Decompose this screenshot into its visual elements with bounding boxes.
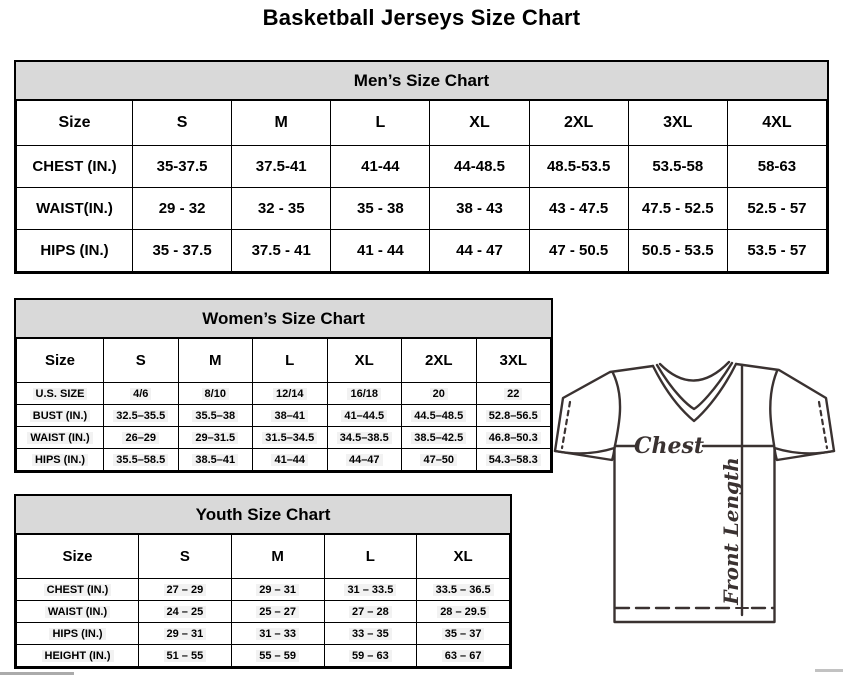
cell-text: XL bbox=[469, 114, 490, 131]
value-cell bbox=[139, 601, 232, 623]
cell-text: 52.5 - 57 bbox=[747, 200, 807, 217]
row-label bbox=[17, 579, 139, 601]
value-cell bbox=[231, 623, 324, 645]
table-row bbox=[17, 449, 551, 471]
cell-text: M bbox=[274, 114, 288, 131]
value-cell bbox=[476, 449, 551, 471]
cell-text: 2XL bbox=[424, 352, 453, 369]
mens-table bbox=[16, 100, 827, 272]
value-cell bbox=[529, 188, 628, 230]
value-cell bbox=[476, 427, 551, 449]
cell-text: S bbox=[135, 352, 146, 369]
value-cell bbox=[232, 146, 331, 188]
cell-text: 35-37.5 bbox=[156, 158, 208, 175]
cell-text: 37.5-41 bbox=[255, 158, 307, 175]
row-label bbox=[17, 146, 133, 188]
column-header-row bbox=[17, 339, 551, 383]
cell-text: 32 - 35 bbox=[257, 200, 305, 217]
value-cell bbox=[178, 449, 253, 471]
cell-text: S bbox=[176, 114, 188, 131]
cell-text: 35 - 38 bbox=[357, 200, 404, 217]
column-header bbox=[727, 101, 826, 146]
column-header bbox=[327, 339, 402, 383]
row-label bbox=[17, 230, 133, 272]
cell-text: 44–47 bbox=[346, 454, 383, 466]
value-cell bbox=[104, 405, 179, 427]
cell-text: 24 – 25 bbox=[164, 606, 207, 618]
value-cell bbox=[331, 188, 430, 230]
cell-text: L bbox=[365, 548, 375, 565]
value-cell bbox=[727, 146, 826, 188]
value-cell bbox=[104, 383, 179, 405]
cell-text: 28 – 29.5 bbox=[437, 606, 489, 618]
column-header-row bbox=[17, 535, 510, 579]
cell-text: 27 – 28 bbox=[349, 606, 392, 618]
column-header bbox=[178, 339, 253, 383]
horizontal-scrollbar-fragment[interactable] bbox=[0, 672, 74, 675]
cell-text: L bbox=[285, 352, 295, 369]
row-label bbox=[17, 601, 139, 623]
cell-text: 25 – 27 bbox=[256, 606, 299, 618]
column-header bbox=[139, 535, 232, 579]
value-cell bbox=[133, 188, 232, 230]
value-cell bbox=[232, 230, 331, 272]
cell-text: 32.5–35.5 bbox=[113, 410, 168, 422]
column-header bbox=[476, 339, 551, 383]
cell-text: 2XL bbox=[563, 114, 594, 131]
cell-text: 38–41 bbox=[271, 410, 308, 422]
cell-text: 59 – 63 bbox=[349, 650, 392, 662]
value-cell bbox=[231, 645, 324, 667]
column-header bbox=[417, 535, 510, 579]
cell-text: 48.5-53.5 bbox=[546, 158, 611, 175]
value-cell bbox=[628, 230, 727, 272]
value-cell bbox=[529, 146, 628, 188]
youth-size-chart bbox=[14, 494, 512, 669]
table-row bbox=[17, 405, 551, 427]
womens-size-chart bbox=[14, 298, 553, 473]
cell-text: 44 - 47 bbox=[456, 242, 503, 259]
table-row bbox=[17, 188, 827, 230]
column-header bbox=[628, 101, 727, 146]
cell-text: 4/6 bbox=[130, 388, 151, 400]
cell-text: L bbox=[375, 114, 386, 131]
cell-text: 38.5–42.5 bbox=[411, 432, 466, 444]
cell-text: 31.5–34.5 bbox=[262, 432, 317, 444]
cell-text: 35.5–58.5 bbox=[113, 454, 168, 466]
column-header bbox=[324, 535, 417, 579]
cell-text: 55 – 59 bbox=[256, 650, 299, 662]
cell-text: WAIST(IN.) bbox=[36, 200, 113, 217]
row-label bbox=[17, 645, 139, 667]
cell-text: 4XL bbox=[762, 114, 792, 131]
value-cell bbox=[253, 383, 328, 405]
column-header bbox=[331, 101, 430, 146]
value-cell bbox=[327, 383, 402, 405]
page-title: Basketball Jerseys Size Chart bbox=[262, 5, 581, 30]
row-label-header bbox=[17, 535, 139, 579]
value-cell bbox=[178, 405, 253, 427]
row-label bbox=[17, 188, 133, 230]
value-cell bbox=[139, 579, 232, 601]
cell-text: 51 – 55 bbox=[164, 650, 207, 662]
value-cell bbox=[476, 405, 551, 427]
column-header bbox=[231, 535, 324, 579]
row-label bbox=[17, 623, 139, 645]
cell-text: 26–29 bbox=[122, 432, 159, 444]
value-cell bbox=[324, 623, 417, 645]
cell-text: 35 - 37.5 bbox=[152, 242, 212, 259]
value-cell bbox=[253, 405, 328, 427]
cell-text: XL bbox=[354, 352, 374, 369]
value-cell bbox=[628, 188, 727, 230]
mens-chart-title: Men’s Size Chart bbox=[16, 62, 827, 100]
cell-text: 29 – 31 bbox=[256, 584, 299, 596]
value-cell bbox=[430, 230, 529, 272]
cell-text: Size bbox=[58, 114, 91, 131]
value-cell bbox=[324, 601, 417, 623]
cell-text: HIPS (IN.) bbox=[40, 242, 109, 259]
chest-label: Chest bbox=[633, 433, 705, 459]
value-cell bbox=[628, 146, 727, 188]
cell-text: 53.5-58 bbox=[652, 158, 704, 175]
column-header bbox=[104, 339, 179, 383]
cell-text: 27 – 29 bbox=[164, 584, 207, 596]
value-cell bbox=[178, 383, 253, 405]
value-cell bbox=[178, 427, 253, 449]
cell-text: 31 – 33.5 bbox=[344, 584, 396, 596]
row-label bbox=[17, 405, 104, 427]
cell-text: 41–44 bbox=[271, 454, 308, 466]
cell-text: 41-44 bbox=[361, 158, 400, 175]
value-cell bbox=[324, 579, 417, 601]
cell-text: 44.5–48.5 bbox=[411, 410, 466, 422]
cell-text: 3XL bbox=[499, 352, 527, 369]
cell-text: 35.5–38 bbox=[192, 410, 238, 422]
column-header bbox=[253, 339, 328, 383]
row-label bbox=[17, 427, 104, 449]
value-cell bbox=[139, 645, 232, 667]
cell-text: M bbox=[209, 352, 222, 369]
value-cell bbox=[331, 146, 430, 188]
value-cell bbox=[133, 230, 232, 272]
column-header bbox=[232, 101, 331, 146]
cell-text: 47 - 50.5 bbox=[549, 242, 609, 259]
value-cell bbox=[402, 449, 477, 471]
value-cell bbox=[324, 645, 417, 667]
value-cell bbox=[104, 449, 179, 471]
cell-text: 35 – 37 bbox=[442, 628, 485, 640]
value-cell bbox=[402, 383, 477, 405]
cell-text: 38 - 43 bbox=[456, 200, 503, 217]
cell-text: 16/18 bbox=[347, 388, 381, 400]
cell-text: HIPS (IN.) bbox=[32, 454, 88, 466]
value-cell bbox=[417, 623, 510, 645]
table-row bbox=[17, 601, 510, 623]
womens-chart-title: Women’s Size Chart bbox=[16, 300, 551, 338]
cell-text: 33 – 35 bbox=[349, 628, 392, 640]
table-row bbox=[17, 427, 551, 449]
value-cell bbox=[327, 449, 402, 471]
value-cell bbox=[327, 405, 402, 427]
value-cell bbox=[402, 427, 477, 449]
cell-text: 54.3–58.3 bbox=[486, 454, 541, 466]
cell-text: 29 - 32 bbox=[158, 200, 206, 217]
column-header-row bbox=[17, 101, 827, 146]
column-header bbox=[133, 101, 232, 146]
value-cell bbox=[430, 188, 529, 230]
cell-text: 43 - 47.5 bbox=[549, 200, 609, 217]
table-row bbox=[17, 645, 510, 667]
row-label-header bbox=[17, 101, 133, 146]
cell-text: 50.5 - 53.5 bbox=[641, 242, 714, 259]
value-cell bbox=[402, 405, 477, 427]
cell-text: 46.8–50.3 bbox=[486, 432, 541, 444]
column-header bbox=[430, 101, 529, 146]
cell-text: 52.8–56.5 bbox=[486, 410, 541, 422]
cell-text: 63 – 67 bbox=[442, 650, 485, 662]
front-length-label: Front Length bbox=[719, 457, 743, 605]
value-cell bbox=[727, 188, 826, 230]
value-cell bbox=[232, 188, 331, 230]
table-row bbox=[17, 579, 510, 601]
cell-text: 31 – 33 bbox=[256, 628, 299, 640]
row-label-header bbox=[17, 339, 104, 383]
value-cell bbox=[231, 601, 324, 623]
mens-size-chart bbox=[14, 60, 829, 274]
value-cell bbox=[133, 146, 232, 188]
cell-text: 38.5–41 bbox=[192, 454, 238, 466]
cell-text: WAIST (IN.) bbox=[27, 432, 92, 444]
value-cell bbox=[253, 427, 328, 449]
cell-text: BUST (IN.) bbox=[30, 410, 90, 422]
cell-text: 22 bbox=[504, 388, 522, 400]
womens-table bbox=[16, 338, 551, 471]
jersey-measurement-diagram bbox=[552, 356, 843, 632]
column-header bbox=[529, 101, 628, 146]
cell-text: 34.5–38.5 bbox=[337, 432, 392, 444]
column-header bbox=[402, 339, 477, 383]
cell-text: XL bbox=[453, 548, 473, 565]
youth-table bbox=[16, 534, 510, 667]
jersey-diagram-icon bbox=[552, 356, 843, 632]
row-label bbox=[17, 449, 104, 471]
value-cell bbox=[417, 579, 510, 601]
cell-text: Size bbox=[62, 548, 93, 565]
cell-text: M bbox=[271, 548, 284, 565]
cell-text: 12/14 bbox=[273, 388, 307, 400]
cell-text: 44-48.5 bbox=[454, 158, 505, 175]
cell-text: U.S. SIZE bbox=[33, 388, 88, 400]
cell-text: 58-63 bbox=[757, 158, 797, 175]
cell-text: S bbox=[179, 548, 190, 565]
cell-text: CHEST (IN.) bbox=[44, 584, 112, 596]
table-row bbox=[17, 230, 827, 272]
cell-text: 47–50 bbox=[420, 454, 457, 466]
cell-text: 20 bbox=[430, 388, 448, 400]
value-cell bbox=[476, 383, 551, 405]
cell-text: 29 – 31 bbox=[164, 628, 207, 640]
cell-text: 33.5 – 36.5 bbox=[433, 584, 494, 596]
cell-text: WAIST (IN.) bbox=[45, 606, 110, 618]
cell-text: HEIGHT (IN.) bbox=[42, 650, 114, 662]
cell-text: 41 - 44 bbox=[357, 242, 404, 259]
cell-text: 41–44.5 bbox=[341, 410, 387, 422]
cell-text: 37.5 - 41 bbox=[251, 242, 311, 259]
value-cell bbox=[327, 427, 402, 449]
value-cell bbox=[529, 230, 628, 272]
value-cell bbox=[417, 601, 510, 623]
cell-text: 29–31.5 bbox=[192, 432, 238, 444]
value-cell bbox=[331, 230, 430, 272]
cell-text: 8/10 bbox=[202, 388, 229, 400]
value-cell bbox=[253, 449, 328, 471]
cell-text: 47.5 - 52.5 bbox=[641, 200, 714, 217]
value-cell bbox=[139, 623, 232, 645]
table-row bbox=[17, 623, 510, 645]
cell-text: CHEST (IN.) bbox=[32, 158, 117, 175]
cell-text: 53.5 - 57 bbox=[747, 242, 807, 259]
value-cell bbox=[727, 230, 826, 272]
cell-text: 3XL bbox=[663, 114, 693, 131]
horizontal-scrollbar-fragment[interactable] bbox=[815, 669, 843, 672]
cell-text: Size bbox=[44, 352, 75, 369]
youth-chart-title: Youth Size Chart bbox=[16, 496, 510, 534]
value-cell bbox=[104, 427, 179, 449]
table-row bbox=[17, 146, 827, 188]
cell-text: HIPS (IN.) bbox=[49, 628, 105, 640]
row-label bbox=[17, 383, 104, 405]
value-cell bbox=[231, 579, 324, 601]
table-row bbox=[17, 383, 551, 405]
value-cell bbox=[417, 645, 510, 667]
value-cell bbox=[430, 146, 529, 188]
